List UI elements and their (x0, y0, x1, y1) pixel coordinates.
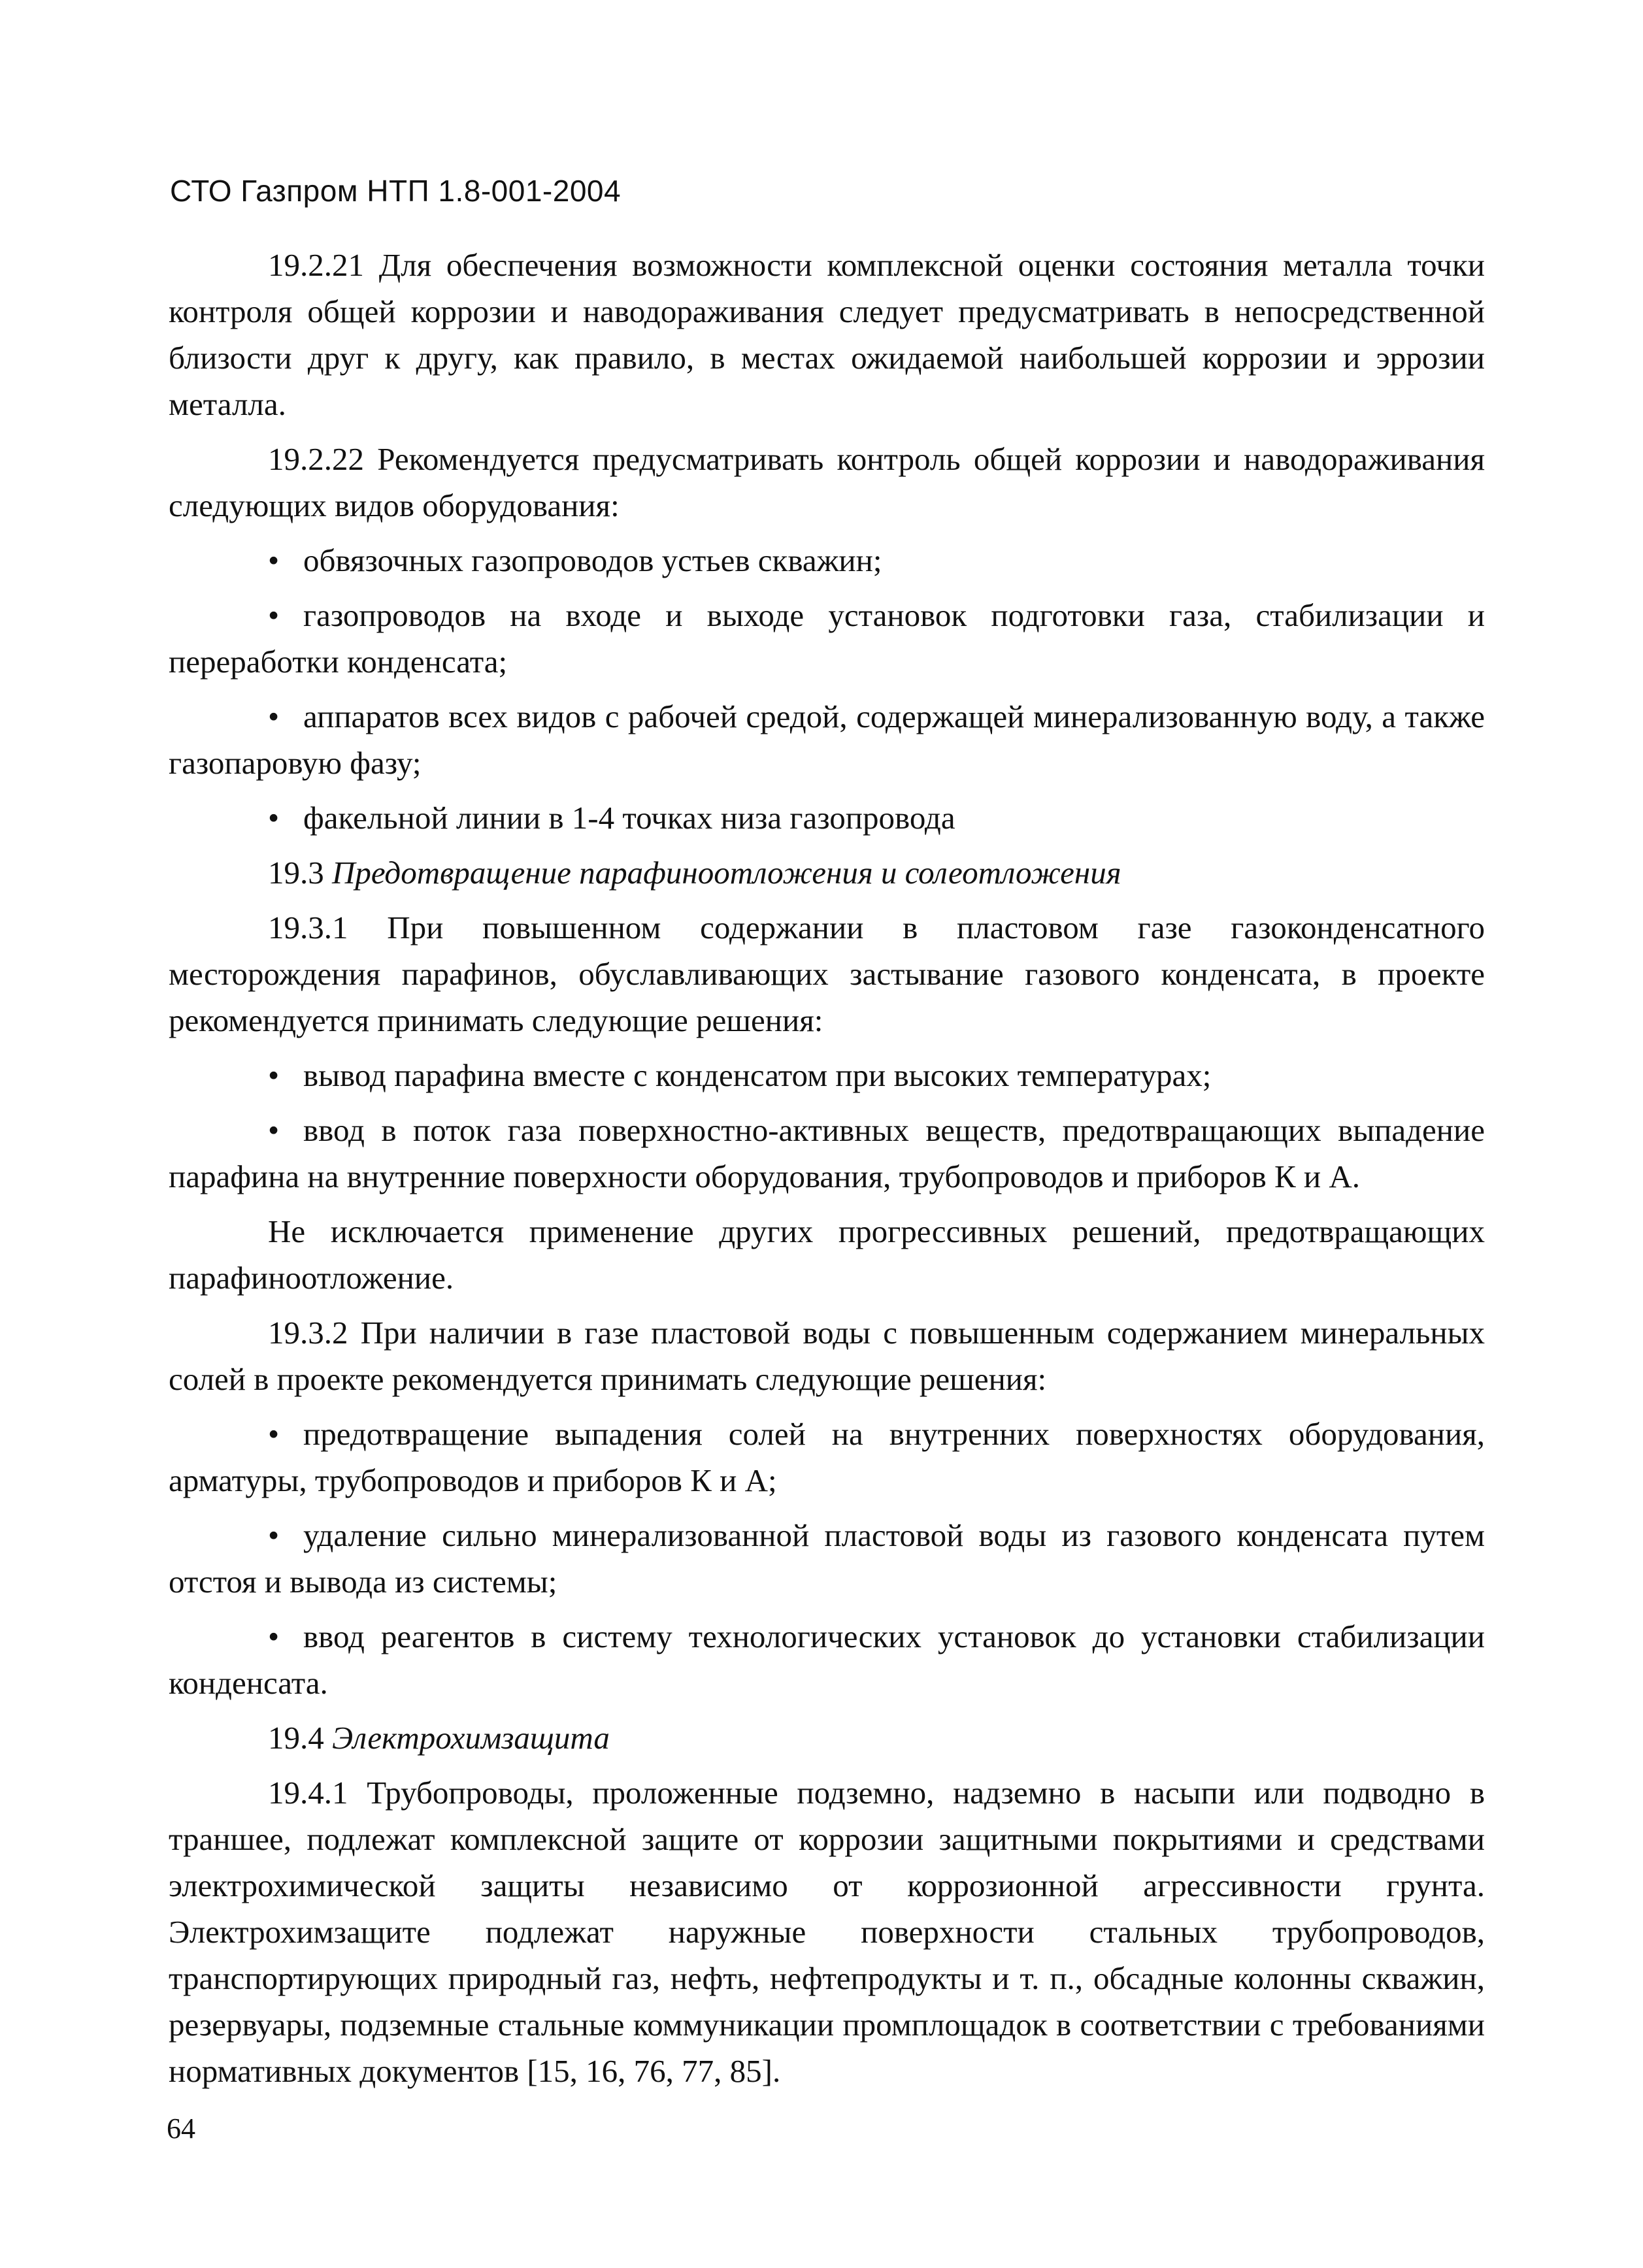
list-item-text: ввод реагентов в систему технологических установок до установки стабилизации конденсата. (169, 1619, 1485, 1701)
bullet-icon: • (268, 800, 280, 836)
list-item (169, 592, 1485, 685)
section-title: Предотвращение парафиноотложения и солеотложения (332, 855, 1121, 891)
list-item-text: факельной линии в 1-4 точках низа газопровода (303, 800, 955, 836)
paragraph-19-4-1: 19.4.1 Трубопроводы, проложенные подземно, надземно в насыпи или подводно в траншее, подлежат комплексной защите от коррозии защитными покрытиями и средствами электрохимической защиты независимо от коррозионной агрессивности грунта. Электрохимзащите подлежат наружные поверхности стальных трубопроводов, транспортирующих природный газ, нефть, нефтепродукты и т. п., обсадные колонны скважин, резервуары, подземные стальные коммуникации промплощадок в соответствии с требованиями нормативных документов [15, 16, 76, 77, 85]. (169, 1775, 1485, 2089)
list-item-text: ввод в поток газа поверхностно-активных веществ, предотвращающих выпадение парафина на внутренние поверхности оборудования, трубопроводов и приборов К и А. (169, 1112, 1485, 1194)
list-item (169, 1411, 1485, 1504)
list-item-text: газопроводов на входе и выходе установок подготовки газа, стабилизации и переработки конденсата; (169, 597, 1485, 680)
list-item (169, 1052, 1485, 1098)
section-number: 19.4 (268, 1720, 324, 1756)
bullet-icon: • (268, 698, 280, 734)
paragraph-19-2-21: 19.2.21 Для обеспечения возможности комплексной оценки состояния металла точки контроля общей коррозии и наводораживания следует предусматривать в непосредственной близости друг к другу, как правило, в местах ожидаемой наибольшей коррозии и эррозии металла. (169, 247, 1485, 422)
paragraph-19-3-1: 19.3.1 При повышенном содержании в пластовом газе газоконденсатного месторождения парафинов, обуславливающих застывание газового конденсата, в проекте рекомендуется принимать следующие решения: (169, 910, 1485, 1038)
list-item (169, 693, 1485, 786)
list-item (169, 795, 1485, 841)
section-heading-19-3 (169, 849, 1485, 896)
paragraph-note: Не исключается применение других прогрессивных решений, предотвращающих парафиноотложение. (169, 1213, 1485, 1296)
paragraph-19-3-2: 19.3.2 При наличии в газе пластовой воды с повышенным содержанием минеральных солей в проекте рекомендуется принимать следующие решения: (169, 1315, 1485, 1397)
list-item (169, 1613, 1485, 1706)
bullet-icon: • (268, 542, 280, 578)
list-item (169, 1107, 1485, 1200)
section-heading-19-4 (169, 1715, 1485, 1761)
list-item-text: вывод парафина вместе с конденсатом при высоких температурах; (303, 1057, 1212, 1093)
list-item-text: удаление сильно минерализованной пластовой воды из газового конденсата путем отстоя и вывода из системы; (169, 1517, 1485, 1600)
list-item-text: предотвращение выпадения солей на внутренних поверхностях оборудования, арматуры, трубопроводов и приборов К и А; (169, 1416, 1485, 1498)
section-title: Электрохимзащита (332, 1720, 610, 1756)
paragraph-19-2-22: 19.2.22 Рекомендуется предусматривать контроль общей коррозии и наводораживания следующих видов оборудования: (169, 441, 1485, 523)
bullet-icon: • (268, 1416, 280, 1452)
list-item (169, 1512, 1485, 1605)
bullet-icon: • (268, 1057, 280, 1093)
bullet-icon: • (268, 597, 280, 633)
list-item (169, 537, 1485, 583)
list-item-text: аппаратов всех видов с рабочей средой, содержащей минерализованную воду, а также газопаровую фазу; (169, 698, 1485, 781)
list-item-text: обвязочных газопроводов устьев скважин; (303, 542, 882, 578)
document-body (169, 242, 1485, 2103)
bullet-icon: • (268, 1112, 280, 1148)
bullet-icon: • (268, 1619, 280, 1654)
page-number: 64 (167, 2112, 195, 2145)
bullet-icon: • (268, 1517, 280, 1553)
document-header: СТО Газпром НТП 1.8-001-2004 (170, 174, 622, 208)
section-number: 19.3 (268, 855, 324, 891)
